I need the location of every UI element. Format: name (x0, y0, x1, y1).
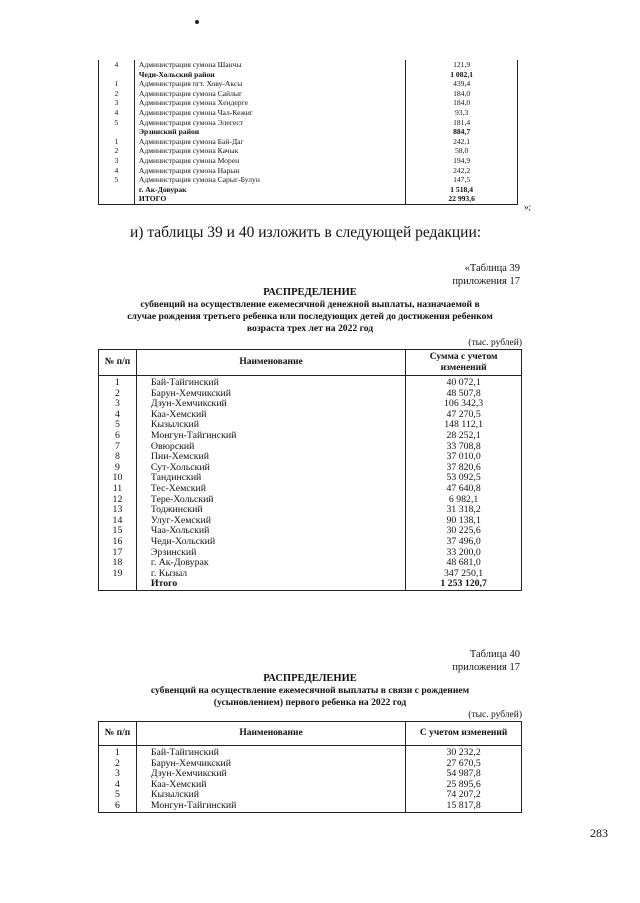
row-value: 37 496,0 (406, 537, 522, 548)
row-name: Администрация сумона Сарыг-Булун (134, 175, 405, 185)
row-value: 147,5 (406, 175, 518, 185)
row-name: Монгун-Тайгинский (136, 431, 405, 442)
row-value: 242,1 (406, 137, 518, 147)
table40-caption-line2: приложения 17 (452, 662, 520, 673)
row-name: Бай-Тайгинский (136, 376, 405, 389)
row-name: Каа-Хемский (136, 780, 405, 791)
row-value: 347 250,1 (406, 569, 522, 580)
row-name: Пии-Хемский (136, 452, 405, 463)
row-number: 5 (99, 790, 137, 801)
row-name: Администрация сумона Шанчы (134, 60, 405, 70)
total-row (99, 579, 522, 590)
table39-unit: (тыс. рублей) (468, 338, 522, 348)
table40-subtitle-line1: субвенций на осуществление ежемесячной выплаты в связи с рождением (150, 685, 470, 696)
row-value: 22 993,6 (406, 194, 518, 204)
row-number: 16 (99, 537, 137, 548)
table39-body (99, 376, 522, 591)
row-number (99, 127, 135, 137)
row-name: Администрация сумона Качык (134, 146, 405, 156)
row-number (99, 70, 135, 80)
row-number: 6 (99, 801, 137, 812)
row-name: Бай-Тайгинский (136, 746, 405, 759)
row-number: 3 (99, 98, 135, 108)
row-value: 27 670,5 (406, 759, 522, 770)
table40-caption (380, 648, 520, 674)
row-number: 6 (99, 431, 137, 442)
continued-table-body (99, 60, 518, 204)
row-name: Кызылский (136, 790, 405, 801)
row-number: 14 (99, 516, 137, 527)
row-value: 184,0 (406, 98, 518, 108)
row-value: 28 252,1 (406, 431, 522, 442)
row-name: Тес-Хемский (136, 484, 405, 495)
table39-header-value: Сумма с учетом изменений (406, 350, 522, 376)
row-value: 25 895,6 (406, 780, 522, 791)
row-name: г. Кызыл (136, 569, 405, 580)
table-row (99, 98, 518, 108)
row-name: Администрация пгт. Хову-Аксы (134, 79, 405, 89)
table-row (99, 118, 518, 128)
row-number: 10 (99, 473, 137, 484)
row-number: 4 (99, 780, 137, 791)
table-row (99, 137, 518, 147)
row-name: Тоджинский (136, 505, 405, 516)
table39-subtitle-line1: субвенций на осуществление ежемесячной денежной выплаты, назначаемой в (140, 299, 480, 310)
table-row (99, 166, 518, 176)
table39-caption-line2: приложения 17 (452, 276, 520, 287)
row-value: 181,4 (406, 118, 518, 128)
row-name: Дзун-Хемчикский (136, 769, 405, 780)
row-name: Администрация сумона Нарын (134, 166, 405, 176)
row-value: 58,0 (406, 146, 518, 156)
table40-body (99, 746, 522, 813)
continued-table (98, 60, 518, 205)
row-value: 242,2 (406, 166, 518, 176)
table39-caption (380, 262, 520, 288)
table39-caption-line1: «Таблица 39 (464, 263, 520, 274)
table-row (99, 127, 518, 137)
table-row (99, 746, 522, 759)
total-label: Итого (136, 579, 405, 590)
row-value: 1 082,1 (406, 70, 518, 80)
row-name: Чеди-Хольский (136, 537, 405, 548)
row-number: 11 (99, 484, 137, 495)
row-name: Монгун-Тайгинский (136, 801, 405, 812)
row-number: 4 (99, 108, 135, 118)
row-value: 30 232,2 (406, 746, 522, 759)
row-number (99, 194, 135, 204)
row-name: Администрация сумона Чал-Кежиг (134, 108, 405, 118)
row-name: Тере-Хольский (136, 495, 405, 506)
row-number: 5 (99, 420, 137, 431)
row-value: 40 072,1 (406, 376, 522, 389)
row-number: 8 (99, 452, 137, 463)
table-row (99, 484, 522, 495)
table-row (99, 194, 518, 204)
row-value: 48 681,0 (406, 558, 522, 569)
row-number: 3 (99, 156, 135, 166)
row-number: 1 (99, 746, 137, 759)
table-row (99, 185, 518, 195)
row-value: 53 092,5 (406, 473, 522, 484)
row-number: 13 (99, 505, 137, 516)
row-number: 1 (99, 376, 137, 389)
table-row (99, 156, 518, 166)
row-number: 2 (99, 389, 137, 400)
row-name: Кызылский (136, 420, 405, 431)
row-value: 148 112,1 (406, 420, 522, 431)
row-number: 7 (99, 442, 137, 453)
row-value: 15 817,8 (406, 801, 522, 812)
table-row (99, 60, 518, 70)
row-value: 48 507,8 (406, 389, 522, 400)
row-value: 439,4 (406, 79, 518, 89)
table-row (99, 89, 518, 99)
row-name: Каа-Хемский (136, 410, 405, 421)
row-value: 37 010,0 (406, 452, 522, 463)
scan-dot (195, 20, 199, 24)
row-number: 4 (99, 60, 135, 70)
table39-header-name: Наименование (136, 350, 405, 376)
row-number: 1 (99, 79, 135, 89)
table40-title: РАСПРЕДЕЛЕНИЕ (263, 673, 357, 684)
row-value: 884,7 (406, 127, 518, 137)
row-value: 184,0 (406, 89, 518, 99)
row-name: Эрзинский (136, 548, 405, 559)
row-number: 2 (99, 146, 135, 156)
row-number: 1 (99, 137, 135, 147)
amendment-intro: и) таблицы 39 и 40 изложить в следующей редакции: (130, 224, 482, 241)
table40-subtitle (88, 685, 532, 709)
row-number: 2 (99, 759, 137, 770)
row-name: Администрация сумона Сайлыг (134, 89, 405, 99)
row-value: 37 820,6 (406, 463, 522, 474)
table40-caption-line1: Таблица 40 (469, 649, 520, 660)
table39-subtitle (88, 299, 532, 335)
row-value: 30 225,6 (406, 526, 522, 537)
row-number: 5 (99, 118, 135, 128)
row-number (99, 185, 135, 195)
row-name: г. Ак-Довурак (136, 558, 405, 569)
table-row (99, 537, 522, 548)
row-value: 47 640,8 (406, 484, 522, 495)
row-value: 121,9 (406, 60, 518, 70)
table39 (98, 349, 522, 591)
row-number: 18 (99, 558, 137, 569)
row-value: 93,3 (406, 108, 518, 118)
row-value: 47 270,5 (406, 410, 522, 421)
row-number: 4 (99, 166, 135, 176)
table-row (99, 79, 518, 89)
row-value: 33 200,0 (406, 548, 522, 559)
row-value: 74 207,2 (406, 790, 522, 801)
row-number: 9 (99, 463, 137, 474)
total-num (99, 579, 137, 590)
row-number: 3 (99, 399, 137, 410)
row-value: 194,9 (406, 156, 518, 166)
row-value: 106 342,3 (406, 399, 522, 410)
row-number: 15 (99, 526, 137, 537)
total-value: 1 253 120,7 (406, 579, 522, 590)
row-value: 90 138,1 (406, 516, 522, 527)
table-row (99, 70, 518, 80)
table40-header-num: № п/п (99, 722, 137, 746)
row-value: 33 708,8 (406, 442, 522, 453)
row-name: Тандинский (136, 473, 405, 484)
row-value: 6 982,1 (406, 495, 522, 506)
table-row (99, 175, 518, 185)
table39-subtitle-line3: возраста трех лет на 2022 год (246, 323, 374, 334)
row-number: 12 (99, 495, 137, 506)
row-name: Чаа-Хольский (136, 526, 405, 537)
table-row (99, 108, 518, 118)
row-name: Чеди-Хольский район (134, 70, 405, 80)
table-row (99, 801, 522, 812)
table40 (98, 721, 522, 813)
row-number: 17 (99, 548, 137, 559)
table-row (99, 146, 518, 156)
row-name: Барун-Хемчикский (136, 389, 405, 400)
row-number: 2 (99, 89, 135, 99)
row-number: 5 (99, 175, 135, 185)
table-row (99, 376, 522, 389)
table40-subtitle-line2: (усыновлением) первого ребенка на 2022 год (213, 697, 407, 708)
row-name: Барун-Хемчикский (136, 759, 405, 770)
row-name: Администрация сумона Морен (134, 156, 405, 166)
table40-header-value: С учетом изменений (406, 722, 522, 746)
row-name: Овюрский (136, 442, 405, 453)
row-name: г. Ак-Довурак (134, 185, 405, 195)
closing-quote: »; (524, 202, 532, 212)
row-name: Администрация сумона Хендерге (134, 98, 405, 108)
table39-subtitle-line2: случае рождения третьего ребенка или последующих детей до достижения ребенком (127, 311, 493, 322)
row-value: 1 518,4 (406, 185, 518, 195)
table39-header-num: № п/п (99, 350, 137, 376)
table39-title: РАСПРЕДЕЛЕНИЕ (263, 287, 357, 298)
row-name: Эрзинский район (134, 127, 405, 137)
row-name: ИТОГО (134, 194, 405, 204)
table-row (99, 431, 522, 442)
row-name: Сут-Хольский (136, 463, 405, 474)
table40-header-name: Наименование (136, 722, 405, 746)
page-number: 283 (590, 826, 608, 840)
row-value: 54 987,8 (406, 769, 522, 780)
row-name: Дзун-Хемчикский (136, 399, 405, 410)
row-name: Администрация сумона Бай-Даг (134, 137, 405, 147)
row-number: 19 (99, 569, 137, 580)
row-name: Улуг-Хемский (136, 516, 405, 527)
row-number: 3 (99, 769, 137, 780)
row-number: 4 (99, 410, 137, 421)
row-value: 31 318,2 (406, 505, 522, 516)
row-name: Администрация сумона Элегест (134, 118, 405, 128)
table40-unit: (тыс. рублей) (468, 710, 522, 720)
